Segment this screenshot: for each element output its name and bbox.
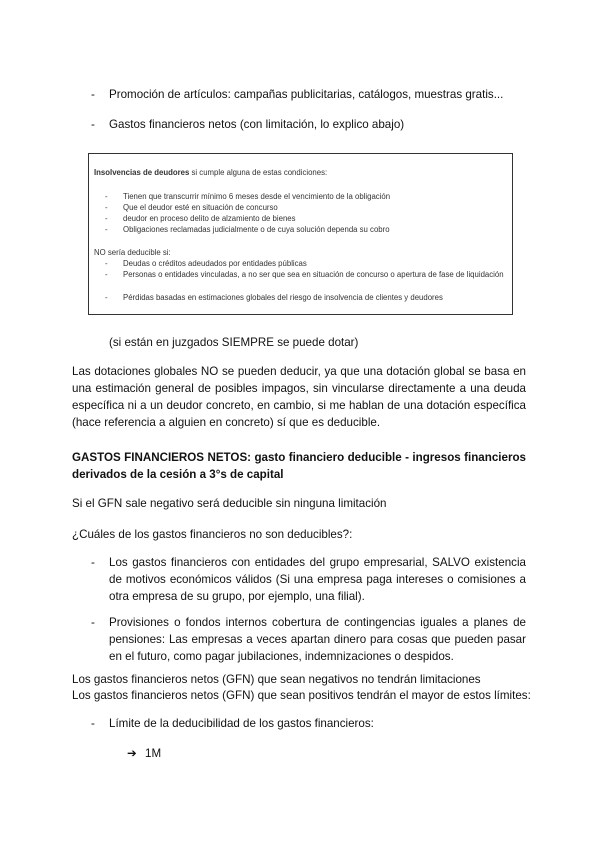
- box-condition: Obligaciones reclamadas judicialmente o de cuya solución dependa su cobro: [123, 225, 390, 234]
- box-title-rest: si cumple alguna de estas condiciones:: [189, 168, 328, 177]
- box-condition: Que el deudor esté en situación de concurso: [123, 203, 278, 212]
- box-title: [94, 167, 327, 178]
- box-title-bold: Insolvencias de deudores: [94, 168, 190, 177]
- box-not-deductible-item: Personas o entidades vinculadas, a no ser que sea en situación de concurso o apertura de fase de liquidación: [123, 270, 504, 279]
- non-deductible-item-provisiones: Provisiones o fondos internos cobertura de contingencias iguales a planes de pensiones: Las empresas a veces apartan dinero para cosas que pueden pasar en el futuro, como pagar jubilaciones, indemnizaciones o despidos.: [109, 616, 526, 663]
- bullet-dash: -: [91, 118, 95, 131]
- bullet-promocion: Promoción de artículos: campañas publicitarias, catálogos, muestras gratis...: [109, 88, 504, 101]
- box-dash: -: [105, 214, 108, 223]
- box-dash: -: [105, 225, 108, 234]
- heading-gastos-financieros-netos: GASTOS FINANCIEROS NETOS: gasto financiero deducible - ingresos financieros derivados de la cesión a 3°s de capital: [72, 451, 526, 481]
- insolvency-box: [88, 153, 513, 315]
- bullet-dash: -: [91, 717, 95, 730]
- bullet-dash: -: [91, 556, 95, 569]
- box-dash: -: [105, 203, 108, 212]
- courts-note: (si están en juzgados SIEMPRE se puede dotar): [109, 336, 359, 349]
- box-not-deductible-item: Pérdidas basadas en estimaciones globales del riesgo de insolvencia de clientes y deudores: [123, 293, 443, 302]
- gfn-positive-statement: Los gastos financieros netos (GFN) que sean positivos tendrán el mayor de estos límites:: [72, 689, 531, 702]
- box-dash: -: [105, 293, 108, 302]
- box-condition: Tienen que transcurrir mínimo 6 meses desde el vencimiento de la obligación: [123, 192, 391, 201]
- bullet-gastos-financieros: Gastos financieros netos (con limitación, lo explico abajo): [109, 118, 405, 131]
- box-not-deductible-item: Deudas o créditos adeudados por entidades públicas: [123, 259, 307, 268]
- arrow-item-1m: 1M: [145, 747, 162, 760]
- gfn-negative-line: Si el GFN sale negativo será deducible sin ninguna limitación: [72, 497, 387, 510]
- box-dash: -: [105, 259, 108, 268]
- gfn-negative-statement: Los gastos financieros netos (GFN) que sean negativos no tendrán limitaciones: [72, 673, 481, 686]
- box-dash: -: [105, 192, 108, 201]
- non-deductible-item-group: Los gastos financieros con entidades del grupo empresarial, SALVO existencia de motivos económicos válidos (Si una empresa paga intereses o comisiones a otra empresa de su grupo, por ejemplo, una filial).: [109, 556, 526, 603]
- question-non-deductible: ¿Cuáles de los gastos financieros no son deducibles?:: [72, 528, 353, 541]
- paragraph-dotaciones: Las dotaciones globales NO se pueden deducir, ya que una dotación global se basa en una estimación general de posibles impagos, sin vincularse directamente a una deuda específica ni a un deudor concreto, en cambio, si me hablan de una dotación específica (hace referencia a alguien en concreto) sí que es deducible.: [72, 365, 526, 429]
- arrow-right-icon: ➔: [127, 747, 137, 760]
- box-condition: deudor en proceso delito de alzamiento de bienes: [123, 214, 296, 223]
- box-not-deductible-title: NO sería deducible si:: [94, 248, 171, 257]
- box-dash: -: [105, 270, 108, 279]
- bullet-dash: -: [91, 88, 95, 101]
- bullet-dash: -: [91, 616, 95, 629]
- limit-bullet: Límite de la deducibilidad de los gastos financieros:: [109, 717, 374, 730]
